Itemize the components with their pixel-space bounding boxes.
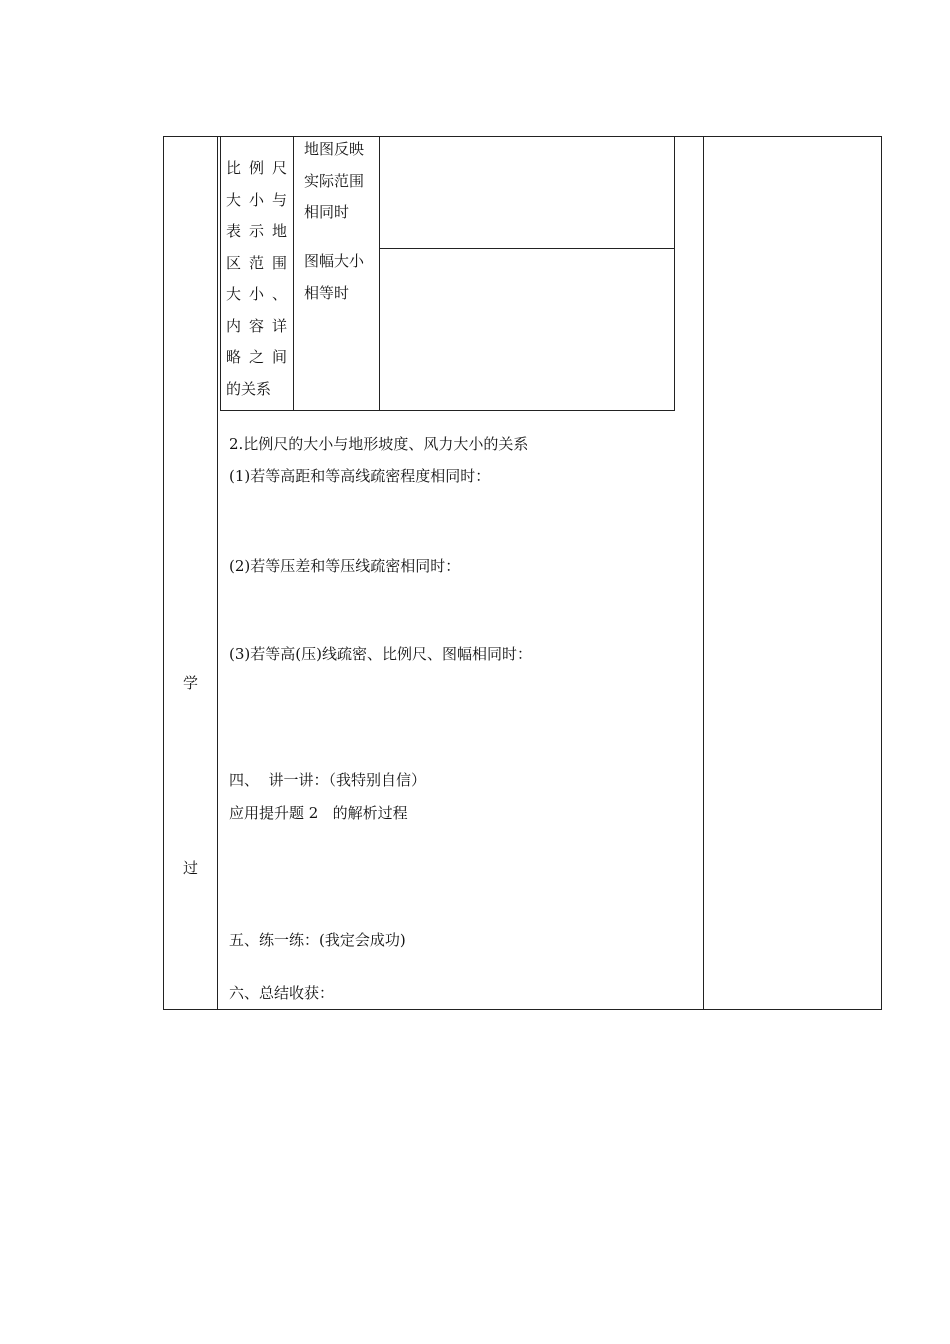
condition-line: 实际范围 — [304, 171, 365, 190]
section5-heading: 五、练一练：(我定会成功) — [229, 931, 406, 949]
row-header-line: 内容详 — [226, 316, 287, 335]
row-header-line: 区范围 — [226, 253, 287, 272]
row-header-line: 大小与 — [226, 190, 287, 209]
row-header-line: 大小、 — [226, 285, 287, 303]
row-header-line: 比例尺 — [226, 159, 287, 177]
section2-heading: 2.比例尺的大小与地形坡度、风力大小的关系 — [229, 435, 529, 453]
section4-heading: 四、 讲一讲：（我特别自信） — [229, 771, 427, 789]
section2-item1: (1)若等高距和等高线疏密程度相同时： — [229, 467, 491, 485]
inner-col-divider-2 — [379, 136, 380, 410]
scale-relationship-table — [220, 136, 675, 411]
condition-same-range — [304, 134, 376, 229]
column-divider-right — [703, 137, 704, 1009]
section2-item2: (2)若等压差和等压线疏密相同时： — [229, 557, 461, 575]
condition-same-size — [304, 246, 376, 309]
row-header-line: 表示地 — [226, 222, 287, 240]
inner-col-divider-1 — [293, 136, 294, 410]
side-label-xue: 学 — [182, 674, 198, 692]
row-header-line: 略之间 — [226, 348, 287, 366]
column-divider-left — [217, 137, 218, 1009]
section4-line: 应用提升题 2 的解析过程 — [229, 804, 408, 822]
section2-item3: (3)若等高(压)线疏密、比例尺、图幅相同时： — [229, 645, 532, 663]
condition-line: 地图反映 — [304, 140, 365, 158]
side-label-guo: 过 — [182, 859, 198, 877]
condition-line: 相同时 — [304, 203, 350, 221]
row-header-scale-relation — [226, 153, 287, 405]
inner-row-divider — [379, 248, 674, 249]
row-header-line: 的关系 — [226, 379, 272, 398]
condition-line: 图幅大小 — [304, 252, 365, 270]
section6-heading: 六、总结收获： — [229, 984, 335, 1002]
condition-line: 相等时 — [304, 283, 350, 302]
